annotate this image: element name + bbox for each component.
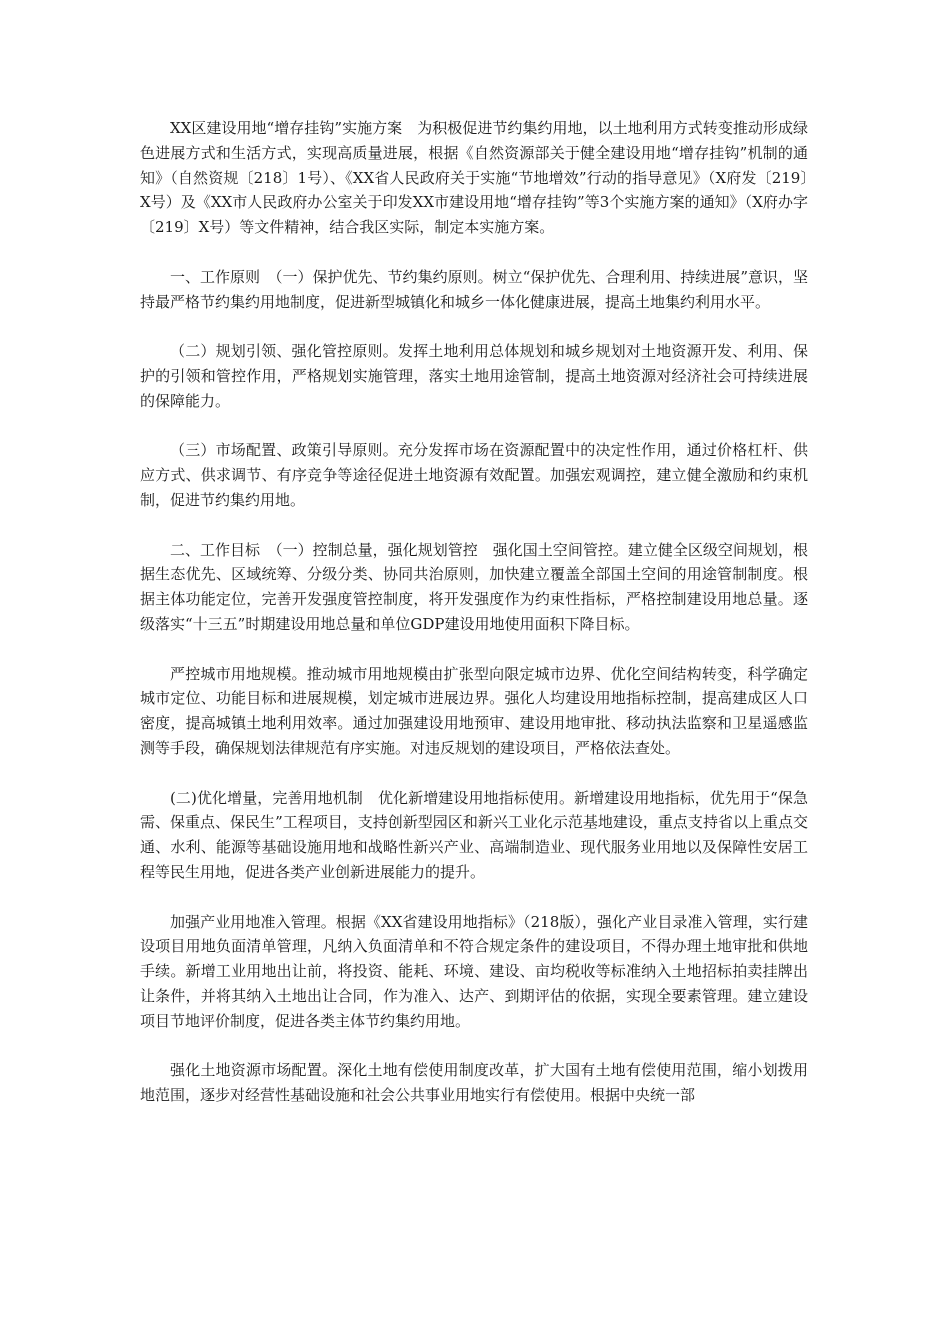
paragraph-principle-1: 一、工作原则 （一）保护优先、节约集约原则。树立“保护优先、合理利用、持续进展”意识，坚持最严格节约集约用地制度，促进新型城镇化和城乡一体化健康进展，提高土地集约利用水平。: [140, 267, 808, 311]
document-body: [140, 116, 808, 1133]
paragraph-industry-access: 加强产业用地准入管理。根据《XX省建设用地指标》（218版），强化产业目录准入管理，实行建设项目用地负面清单管理，凡纳入负面清单和不符合规定条件的建设项目，不得办理土地审批和供地手续。新增工业用地出让前，将投资、能耗、环境、建设、亩均税收等标准纳入土地招标拍卖挂牌出让条件，并将其纳入土地出让合同，作为准入、达产、到期评估的依据，实现全要素管理。建立建设项目节地评价制度，促进各类主体节约集约用地。: [140, 912, 808, 1030]
paragraph-market-allocation: 强化土地资源市场配置。深化土地有偿使用制度改革，扩大国有土地有偿使用范围，缩小划拨用地范围，逐步对经营性基础设施和社会公共事业用地实行有偿使用。根据中央统一部: [140, 1061, 808, 1105]
paragraph-principle-2: （二）规划引领、强化管控原则。发挥土地利用总体规划和城乡规划对土地资源开发、利用、保护的引领和管控作用，严格规划实施管理，落实土地用途管制，提高土地资源对经济社会可持续进展的保障能力。: [140, 342, 808, 410]
paragraph-intro: XX区建设用地“增存挂钩”实施方案 为积极促进节约集约用地，以土地利用方式转变推动形成绿色进展方式和生活方式，实现高质量进展，根据《自然资源部关于健全建设用地“增存挂钩”机制的通知》（自然资规〔218〕1号）、《XX省人民政府关于实施“节地增效”行动的指导意见》（X府发〔219〕X号）及《XX市人民政府办公室关于印发XX市建设用地“增存挂钩”等3个实施方案的通知》（X府办字〔219〕X号）等文件精神，结合我区实际，制定本实施方案。: [140, 119, 808, 237]
paragraph-goal-2: (二)优化增量，完善用地机制 优化新增建设用地指标使用。新增建设用地指标，优先用于“保急需、保重点、保民生”工程项目，支持创新型园区和新兴工业化示范基地建设，重点支持省以上重点交通、水利、能源等基础设施用地和战略性新兴产业、高端制造业、现代服务业用地以及保障性安居工程等民生用地，促进各类产业创新进展能力的提升。: [140, 788, 808, 881]
paragraph-goal-1: 二、工作目标 （一）控制总量，强化规划管控 强化国土空间管控。建立健全区级空间规划，根据生态优先、区域统筹、分级分类、协同共治原则，加快建立覆盖全部国土空间的用途管制制度。根据主体功能定位，完善开发强度管控制度，将开发强度作为约束性指标，严格控制建设用地总量。逐级落实“十三五”时期建设用地总量和单位GDP建设用地使用面积下降目标。: [140, 540, 808, 633]
paragraph-city-scale: 严控城市用地规模。推动城市用地规模由扩张型向限定城市边界、优化空间结构转变，科学确定城市定位、功能目标和进展规模，划定城市进展边界。强化人均建设用地指标控制，提高建成区人口密度，提高城镇土地利用效率。通过加强建设用地预审、建设用地审批、移动执法监察和卫星遥感监测等手段，确保规划法律规范有序实施。对违反规划的建设项目，严格依法查处。: [140, 664, 808, 757]
paragraph-principle-3: （三）市场配置、政策引导原则。充分发挥市场在资源配置中的决定性作用，通过价格杠杆、供应方式、供求调节、有序竞争等途径促进土地资源有效配置。加强宏观调控，建立健全激励和约束机制，促进节约集约用地。: [140, 441, 808, 509]
